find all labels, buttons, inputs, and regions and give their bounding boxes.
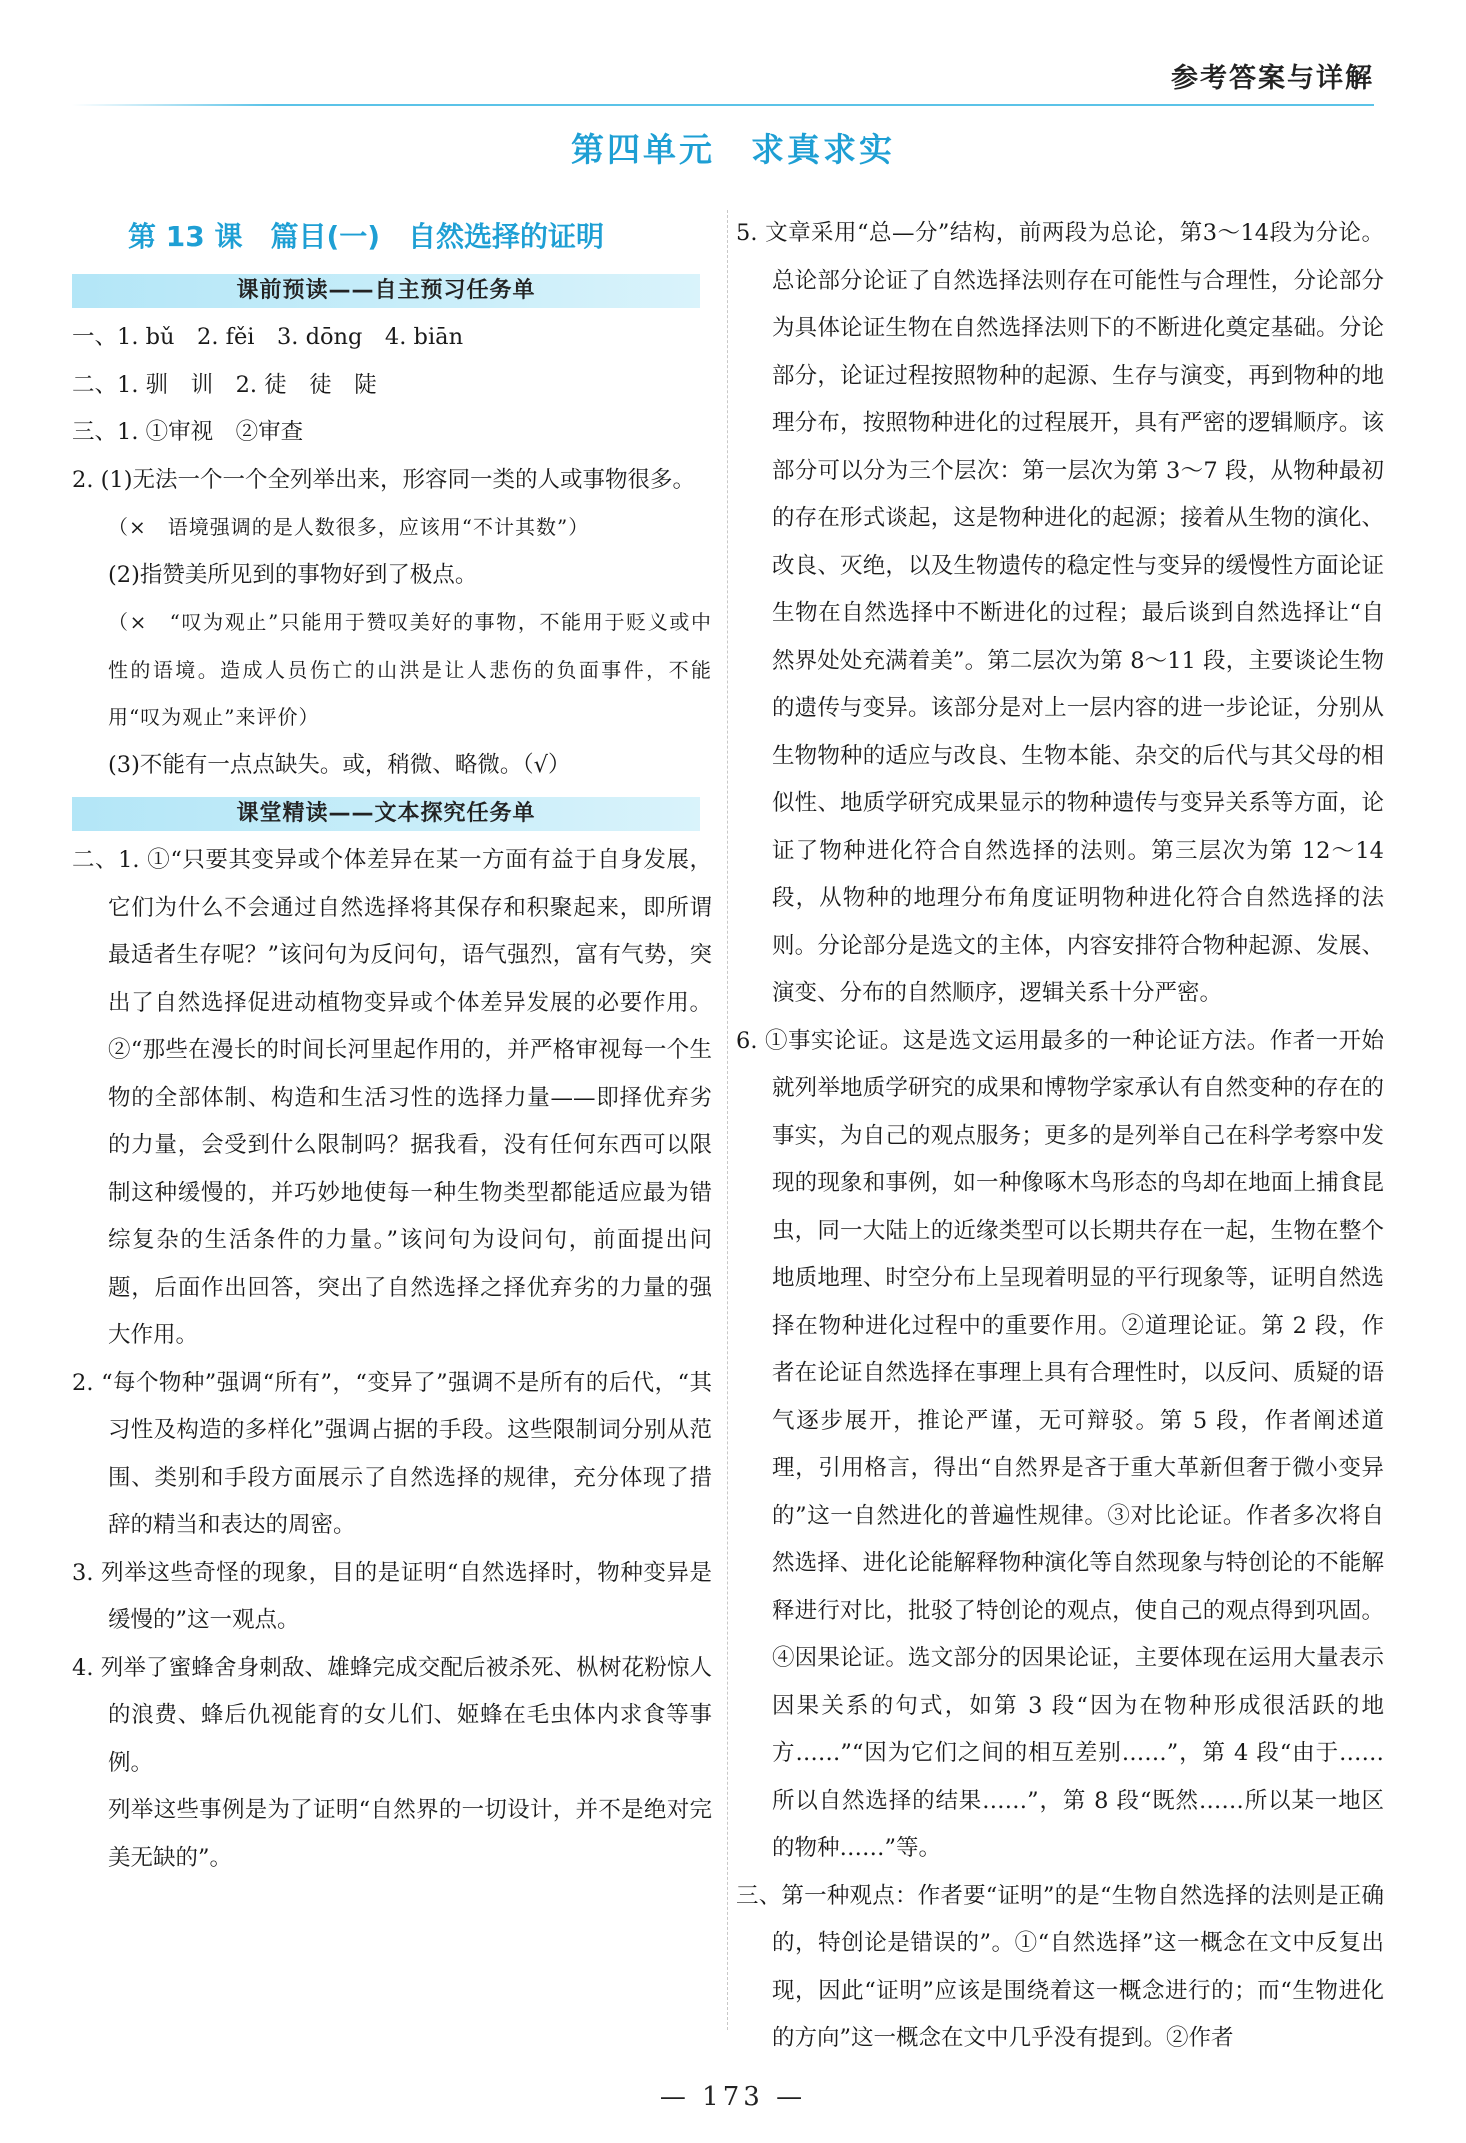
answer-line: 一、1. bǔ 2. fěi 3. dōng 4. biān: [72, 324, 464, 350]
answer-paragraph: 6. ①事实论证。这是选文运用最多的一种论证方法。作者一开始就列举地质学研究的成果和博物学家承认有自然变种的存在的事实，为自己的观点服务；更多的是列举自己在科学考察中发现的现象和事例，如一种像啄木鸟形态的鸟却在地面上捕食昆虫，同一大陆上的近缘类型可以长期共存在一起，生物在整个地质地理、时空分布上呈现着明显的平行现象等，证明自然选择在物种进化过程中的重要作用。②道理论证。第 2 段，作者在论证自然选择在事理上具有合理性时，以反问、质疑的语气逐步展开，推论严谨，无可辩驳。第 5 段，作者阐述道理，引用格言，得出“自然界是吝于重大革新但奢于微小变异的”这一自然进化的普遍性规律。③对比论证。作者多次将自然选择、进化论能解释物种演化等自然现象与特创论的不能解释进行对比，批驳了特创论的观点，使自己的观点得到巩固。④因果论证。选文部分的因果论证，主要体现在运用大量表示因果关系的句式，如第 3 段“因为在物种形成很活跃的地方……”“因为它们之间的相互差别……”，第 4 段“由于……所以自然选择的结果……”，第 8 段“既然……所以某一地区的物种……”等。: [736, 1027, 1384, 1861]
answer-note: （× “叹为观止”只能用于赞叹美好的事物，不能用于贬义或中性的语境。造成人员伤亡的山洪是让人悲伤的负面事件，不能用“叹为观止”来评价）: [108, 610, 712, 729]
answer-line: 二、1. 驯 训 2. 徒 徒 陡: [72, 371, 377, 398]
left-column: [72, 210, 712, 1882]
answer-line: 三、1. ①审视 ②审查: [72, 419, 304, 445]
right-column: [736, 210, 1384, 2063]
page-header-title: 参考答案与详解: [1171, 63, 1374, 94]
section-preview-header: 课前预读——自主预习任务单: [72, 274, 700, 308]
answer-paragraph: 二、1. ①“只要其变异或个体差异在某一方面有益于自身发展，它们为什么不会通过自然选择将其保存和积聚起来，即所谓最适者生存呢？”该问句为反问句，语气强烈，富有气势，突出了自然选择促进动植物变异或个体差异发展的必要作用。②“那些在漫长的时间长河里起作用的，并严格审视每一个生物的全部体制、构造和生活习性的选择力量——即择优弃劣的力量，会受到什么限制吗？据我看，没有任何东西可以限制这种缓慢的，并巧妙地使每一种生物类型都能适应最为错综复杂的生活条件的力量。”该问句为设问句，前面提出问题，后面作出回答，突出了自然选择之择优弃劣的力量的强大作用。: [72, 847, 712, 1348]
page-number: — 173 —: [659, 2082, 807, 2112]
answer-paragraph: 4. 列举了蜜蜂舍身刺敌、雄蜂完成交配后被杀死、枞树花粉惊人的浪费、蜂后仇视能育的女儿们、姬蜂在毛虫体内求食等事例。: [72, 1654, 712, 1776]
answer-paragraph: (2)指赞美所见到的事物好到了极点。: [108, 561, 478, 588]
header-rule: [72, 104, 1374, 106]
section-reading-header: 课堂精读——文本探究任务单: [72, 797, 700, 831]
answer-paragraph: 2. “每个物种”强调“所有”，“变异了”强调不是所有的后代，“其习性及构造的多样化”强调占据的手段。这些限制词分别从范围、类别和手段方面展示了自然选择的规律，充分体现了措辞的精当和表达的周密。: [72, 1369, 712, 1538]
answer-paragraph: (3)不能有一点点缺失。或，稍微、略微。（√）: [108, 751, 571, 778]
unit-title: 第四单元 求真求实: [571, 130, 895, 169]
answer-note: （× 语境强调的是人数很多，应该用“不计其数”）: [108, 515, 590, 539]
answer-paragraph: 5. 文章采用“总—分”结构，前两段为总论，第3～14段为分论。总论部分论证了自然选择法则存在可能性与合理性，分论部分为具体论证生物在自然选择法则下的不断进化奠定基础。分论部分，论证过程按照物种的起源、生存与演变，再到物种的地理分布，按照物种进化的过程展开，具有严密的逻辑顺序。该部分可以分为三个层次：第一层次为第 3～7 段，从物种最初的存在形式谈起，这是物种进化的起源；接着从生物的演化、改良、灭绝，以及生物遗传的稳定性与变异的缓慢性方面论证生物在自然选择中不断进化的过程；最后谈到自然选择让“自然界处处充满着美”。第二层次为第 8～11 段，主要谈论生物的遗传与变异。该部分是对上一层内容的进一步论证，分别从生物物种的适应与改良、生物本能、杂交的后代与其父母的相似性、地质学研究成果显示的物种遗传与变异关系等方面，论证了物种进化符合自然选择的法则。第三层次为第 12～14 段，从物种的地理分布角度证明物种进化符合自然选择的法则。分论部分是选文的主体，内容安排符合物种起源、发展、演变、分布的自然顺序，逻辑关系十分严密。: [736, 220, 1384, 1006]
lesson-title: 第 13 课 篇目(一) 自然选择的证明: [128, 220, 605, 253]
answer-paragraph: 3. 列举这些奇怪的现象，目的是证明“自然选择时，物种变异是缓慢的”这一观点。: [72, 1559, 712, 1633]
answer-paragraph: 三、第一种观点：作者要“证明”的是“生物自然选择的法则是正确的，特创论是错误的”。①“自然选择”这一概念在文中反复出现，因此“证明”应该是围绕着这一概念进行的；而“生物进化的方向”这一概念在文中几乎没有提到。②作者: [736, 1882, 1384, 2051]
answer-paragraph: 列举这些事例是为了证明“自然界的一切设计，并不是绝对完美无缺的”。: [108, 1797, 712, 1871]
column-divider: [727, 210, 729, 2030]
answer-paragraph: 2. (1)无法一个一个全列举出来，形容同一类的人或事物很多。: [72, 466, 695, 493]
